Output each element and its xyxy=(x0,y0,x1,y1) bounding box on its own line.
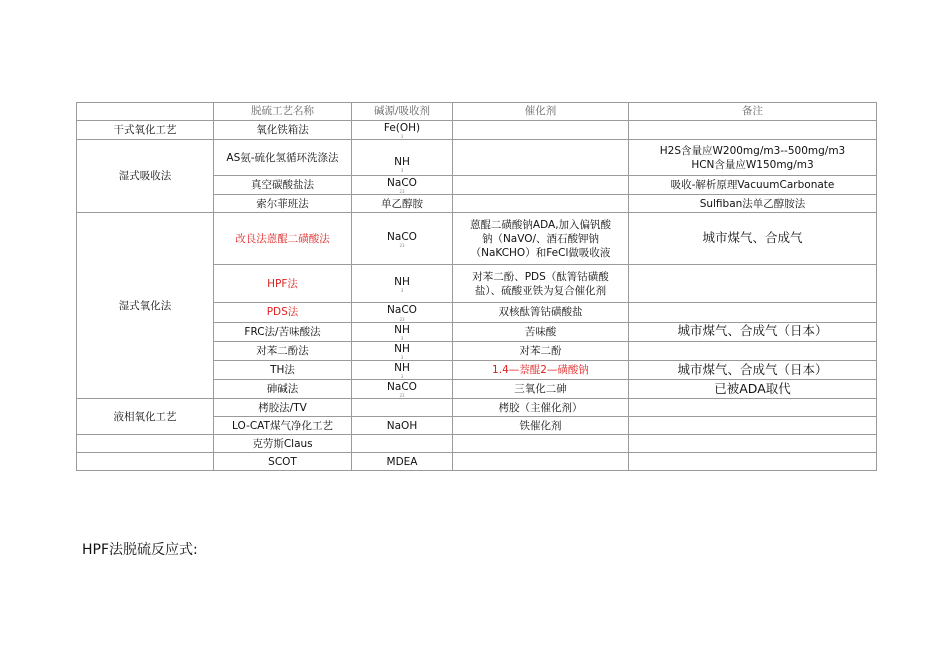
absorbent-cell xyxy=(352,303,453,322)
catalyst-cell xyxy=(453,265,629,303)
process-name: AS氨-硫化氢循环洗涤法 xyxy=(214,140,352,176)
process-name: 克劳斯Claus xyxy=(214,435,352,453)
note-cell: 城市煤气、合成气 xyxy=(629,213,877,265)
process-name: 对苯二酚法 xyxy=(214,341,352,360)
header-process-name: 脱硫工艺名称 xyxy=(214,103,352,121)
absorbent-cell xyxy=(352,435,453,453)
note-cell xyxy=(629,399,877,417)
process-name: 真空碳酸盐法 xyxy=(214,176,352,195)
absorbent-cell: MDEA xyxy=(352,453,453,471)
catalyst-cell xyxy=(453,195,629,213)
process-name: HPF法 xyxy=(214,265,352,303)
catalyst-cell xyxy=(453,176,629,195)
process-name: PDS法 xyxy=(214,303,352,322)
group-label: 干式氧化工艺 xyxy=(77,121,214,140)
absorbent-cell: NaOH xyxy=(352,417,453,435)
note-cell: Sulfiban法单乙醇胺法 xyxy=(629,195,877,213)
header-note: 备注 xyxy=(629,103,877,121)
formula-subscript: 23 xyxy=(399,316,405,322)
note-cell xyxy=(629,121,877,140)
process-name: TH法 xyxy=(214,360,352,379)
catalyst-cell xyxy=(453,140,629,176)
group-label xyxy=(77,435,214,453)
process-name: 索尔菲班法 xyxy=(214,195,352,213)
header-absorbent: 碱源/吸收剂 xyxy=(352,103,453,121)
absorbent-formula: NH xyxy=(394,275,410,288)
absorbent-formula: NaCO xyxy=(387,177,417,190)
note-cell xyxy=(629,303,877,322)
catalyst-cell: 栲胶（主催化剂） xyxy=(453,399,629,417)
catalyst-cell xyxy=(453,213,629,265)
process-name: 改良法蒽醌二磺酸法 xyxy=(214,213,352,265)
catalyst-cell: 三氧化二砷 xyxy=(453,380,629,399)
absorbent-formula: NH xyxy=(394,323,410,336)
formula-subscript: 3 xyxy=(400,287,404,293)
catalyst-cell xyxy=(453,435,629,453)
catalyst-line: 盐）、硫酸亚铁为复合催化剂 xyxy=(474,284,607,297)
note-cell xyxy=(629,140,877,176)
process-name: SCOT xyxy=(214,453,352,471)
table-row xyxy=(77,121,877,140)
absorbent-cell xyxy=(352,399,453,417)
absorbent-formula: NH xyxy=(394,155,410,168)
absorbent-formula: NH xyxy=(394,342,410,355)
section-heading: HPF法脱硫反应式: xyxy=(82,542,198,558)
absorbent-cell xyxy=(352,213,453,265)
absorbent-cell xyxy=(352,121,453,140)
formula-subscript: 3 xyxy=(400,167,404,173)
catalyst-cell: 1.4—萘醌2—磺酸钠 xyxy=(453,360,629,379)
catalyst-line: 钠（NaVO/、酒石酸钾钠 xyxy=(481,232,600,245)
catalyst-cell: 双核酞箐钴磺酸盐 xyxy=(453,303,629,322)
catalyst-line: 蒽醌二磺酸钠ADA,加入偏钒酸 xyxy=(469,218,612,231)
formula-subscript: 23 xyxy=(399,393,405,399)
desulfurization-process-table xyxy=(76,102,877,471)
process-name: 砷碱法 xyxy=(214,380,352,399)
catalyst-cell: 铁催化剂 xyxy=(453,417,629,435)
absorbent-cell xyxy=(352,380,453,399)
process-name: 氧化铁箱法 xyxy=(214,121,352,140)
group-label: 液相氧化工艺 xyxy=(77,399,214,435)
group-label: 湿式氧化法 xyxy=(77,213,214,399)
table-row xyxy=(77,399,877,417)
note-cell xyxy=(629,265,877,303)
absorbent-formula: Fe(OH) xyxy=(383,122,421,134)
table-row xyxy=(77,140,877,176)
absorbent-cell xyxy=(352,341,453,360)
group-label xyxy=(77,453,214,471)
process-name: 栲胶法/TV xyxy=(214,399,352,417)
formula-subscript: 23 xyxy=(399,189,405,195)
note-cell xyxy=(629,341,877,360)
absorbent-cell xyxy=(352,140,453,176)
header-catalyst: 催化剂 xyxy=(453,103,629,121)
absorbent-formula: NaCO xyxy=(387,230,417,243)
note-cell xyxy=(629,417,877,435)
catalyst-cell xyxy=(453,453,629,471)
formula-subscript: 3 xyxy=(400,134,404,140)
formula-subscript: 23 xyxy=(399,242,405,248)
table-row xyxy=(77,453,877,471)
group-label: 湿式吸收法 xyxy=(77,140,214,213)
absorbent-formula: NaCO xyxy=(387,304,417,317)
catalyst-line: 对苯二酚、PDS（酞箐钴磺酸 xyxy=(472,270,609,283)
note-cell: 已被ADA取代 xyxy=(629,380,877,399)
absorbent-cell xyxy=(352,176,453,195)
process-name: LO-CAT煤气净化工艺 xyxy=(214,417,352,435)
formula-subscript: 3 xyxy=(400,374,404,380)
catalyst-cell: 对苯二酚 xyxy=(453,341,629,360)
catalyst-line: （NaKCHO）和FeCl做吸收液 xyxy=(470,246,611,259)
header-category xyxy=(77,103,214,121)
catalyst-cell xyxy=(453,121,629,140)
table-row xyxy=(77,213,877,265)
note-line: H2S含量应W200mg/m3--500mg/m3 xyxy=(659,144,846,157)
formula-subscript: 3 xyxy=(400,335,404,341)
note-line: HCN含量应W150mg/m3 xyxy=(691,158,814,171)
absorbent-cell xyxy=(352,360,453,379)
note-cell: 城市煤气、合成气（日本） xyxy=(629,360,877,379)
absorbent-cell xyxy=(352,322,453,341)
note-cell xyxy=(629,435,877,453)
formula-subscript: 3 xyxy=(400,354,404,360)
absorbent-cell xyxy=(352,265,453,303)
absorbent-formula: NaCO xyxy=(387,381,417,394)
note-cell: 城市煤气、合成气（日本） xyxy=(629,322,877,341)
note-cell xyxy=(629,453,877,471)
table-row xyxy=(77,435,877,453)
note-cell: 吸收-解析原理VacuumCarbonate xyxy=(629,176,877,195)
catalyst-cell: 苦味酸 xyxy=(453,322,629,341)
absorbent-cell: 单乙醇胺 xyxy=(352,195,453,213)
absorbent-formula: NH xyxy=(394,361,410,374)
process-name: FRC法/苦味酸法 xyxy=(214,322,352,341)
table-header-row xyxy=(77,103,877,121)
